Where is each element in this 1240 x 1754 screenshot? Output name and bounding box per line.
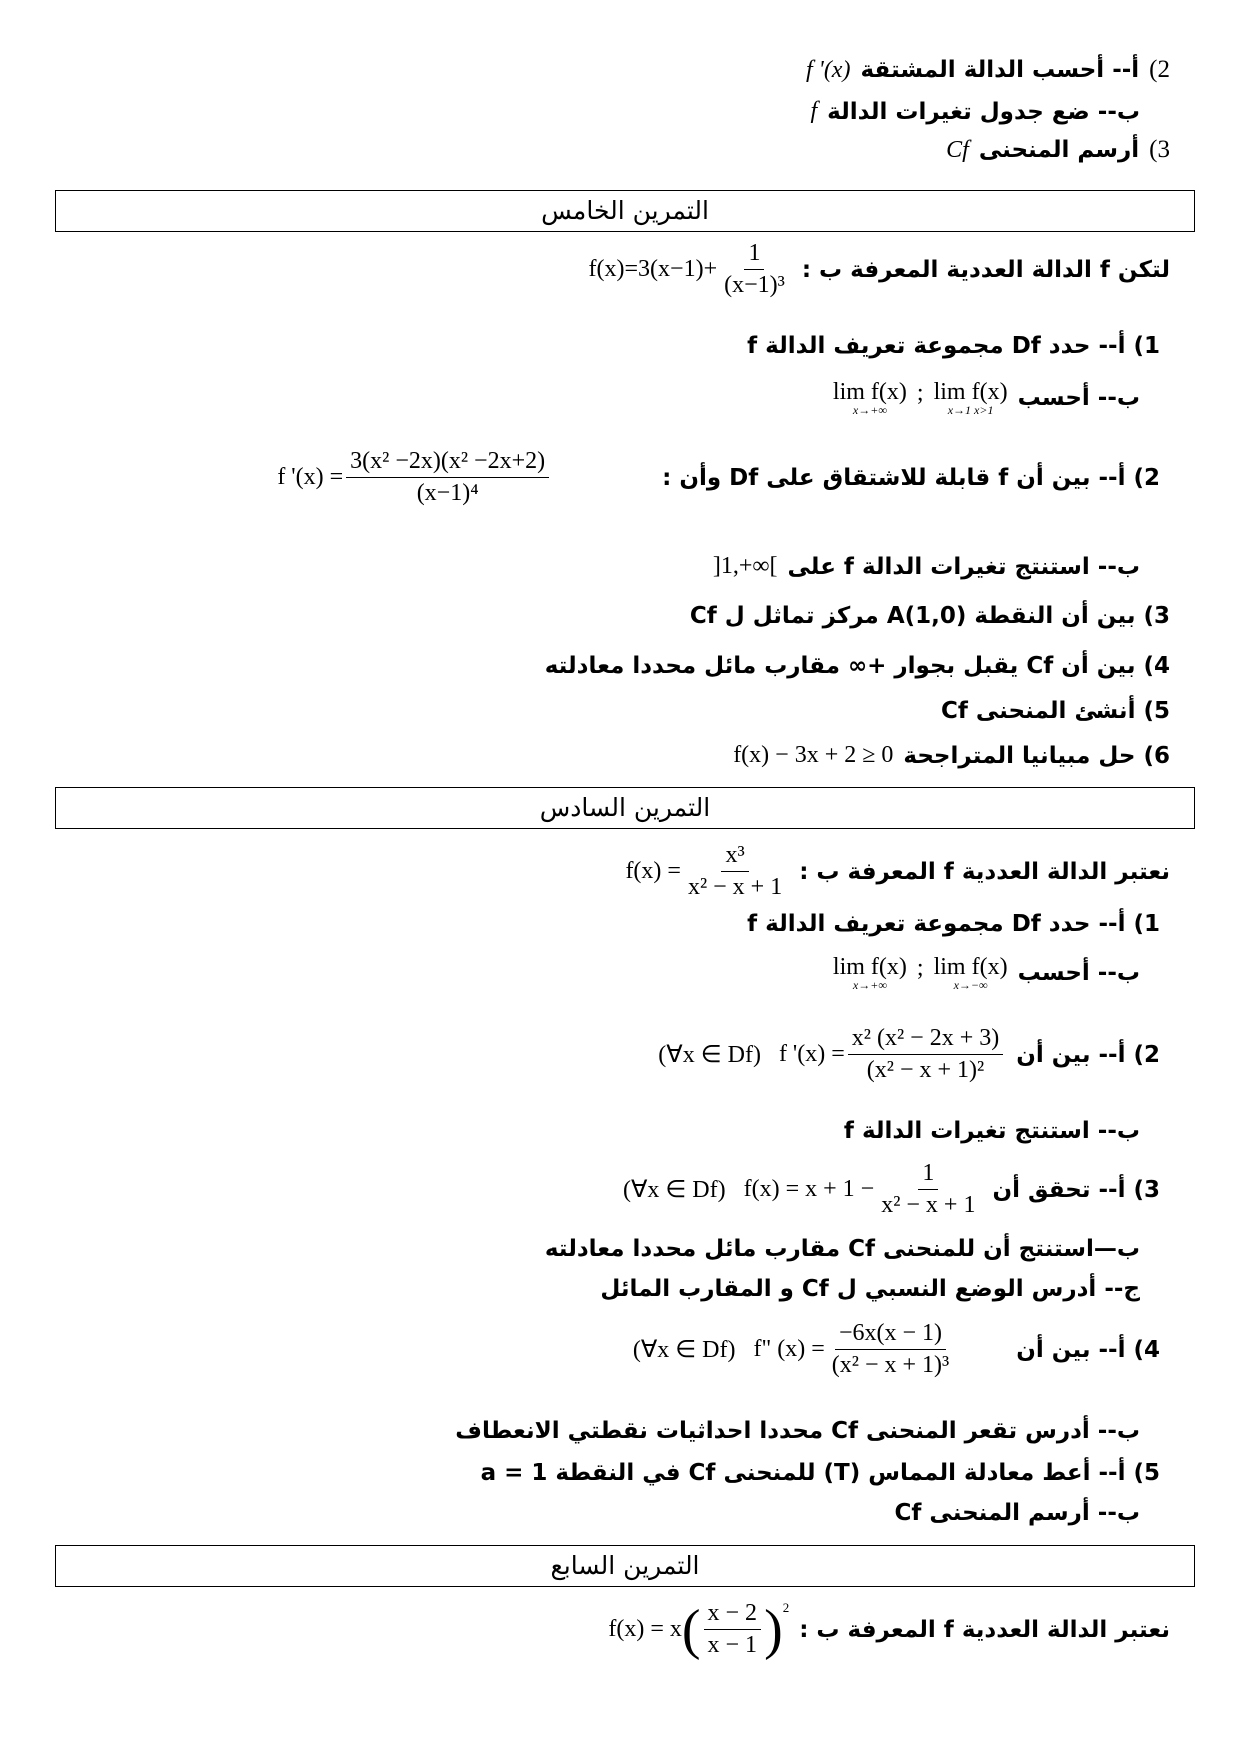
formula-lhs: f(x) = x	[608, 1616, 682, 1642]
limit-subscript: x→+∞	[852, 978, 887, 992]
denominator: (x² − x + 1)²	[866, 1057, 985, 1083]
fraction	[848, 1025, 1003, 1084]
limit-expression: lim f(x)	[832, 954, 907, 980]
limit-expression: lim f(x)	[933, 379, 1008, 405]
ex5-q2a	[277, 448, 1160, 507]
question-text: ج-- أدرس الوضع النسبي ل Cf و المقارب المائل	[600, 1276, 1140, 1302]
intro-text: نعتبر الدالة العددية f المعرفة ب :	[799, 1616, 1170, 1643]
ex5-q4	[545, 653, 1170, 679]
fraction	[684, 842, 786, 901]
ex6-q5a	[481, 1460, 1160, 1486]
limits: lim f(x) x→+∞ ; lim f(x) x→1 x>1	[832, 379, 1008, 417]
limit-subscript: x→1 x>1	[947, 403, 994, 417]
ex5-q3	[690, 603, 1170, 629]
denominator: x − 1	[707, 1632, 758, 1658]
identity-formula	[623, 1160, 983, 1219]
formula-lhs: f" (x) =	[753, 1336, 825, 1362]
question-text: ب-- أحسب	[1017, 385, 1140, 411]
ex5-q5	[941, 698, 1170, 724]
limit-2	[934, 955, 1008, 991]
question-text: 5) أنشئ المنحنى Cf	[940, 698, 1170, 724]
top-line-3	[946, 136, 1170, 164]
question-text: 6) حل مبيانيا المتراجحة	[903, 742, 1170, 769]
ex5-q6	[733, 742, 1170, 769]
fraction	[704, 1600, 762, 1659]
denominator: (x−1)³	[724, 272, 785, 298]
ex6-intro	[625, 842, 1170, 901]
limit-subscript: x→+∞	[852, 403, 887, 417]
function-definition	[589, 240, 792, 299]
ex6-q4b	[455, 1418, 1140, 1444]
numerator: x² (x² − 2x + 3)	[848, 1025, 1003, 1055]
ex6-q3b	[545, 1236, 1140, 1262]
question-text: 2) أ-- بين أن f قابلة للاشتقاق على Df وأن :	[662, 464, 1160, 491]
denominator: x² − x + 1	[881, 1192, 976, 1218]
math-expression: f '(x)	[806, 56, 851, 83]
fraction	[720, 240, 789, 299]
condition: (∀x ∈ Df)	[632, 1337, 736, 1363]
denominator: (x² − x + 1)³	[831, 1352, 950, 1378]
numerator: 3(x² −2x)(x² −2x+2)	[346, 448, 549, 478]
intro-text: نعتبر الدالة العددية f المعرفة ب :	[799, 858, 1170, 885]
question-text: 5) أ-- أعط معادلة المماس (T) للمنحنى Cf في النقطة a = 1	[480, 1460, 1160, 1486]
top-line-1	[806, 56, 1170, 84]
numerator: −6x(x − 1)	[835, 1320, 946, 1350]
formula-lhs: f(x) =	[625, 858, 681, 884]
question-text: أرسم المنحنى	[978, 137, 1140, 163]
question-text: 3) أ-- تحقق أن	[992, 1176, 1160, 1203]
limit-1	[833, 955, 907, 991]
question-text: ب-- استنتج تغيرات الدالة f	[843, 1118, 1140, 1144]
ex6-q2b	[844, 1118, 1140, 1144]
formula-lhs: f '(x) =	[778, 1041, 845, 1067]
question-text: أ-- أحسب الدالة المشتقة	[860, 57, 1140, 83]
exercise-title: التمرين الخامس	[541, 196, 709, 225]
denominator: x² − x + 1	[687, 874, 783, 900]
condition: (∀x ∈ Df)	[658, 1042, 761, 1068]
question-text: ب-- استنتج تغيرات الدالة f على	[787, 553, 1140, 580]
numerator: 1	[744, 240, 764, 270]
question-text: ب—استنتج أن للمنحنى Cf مقارب مائل محددا معادلته	[544, 1236, 1140, 1262]
ex5-q2b	[713, 553, 1140, 580]
question-text: 4) أ-- بين أن	[1016, 1336, 1160, 1363]
inequality: f(x) − 3x + 2 ≥ 0	[733, 742, 894, 768]
fraction	[828, 1320, 953, 1379]
limit-expression: lim f(x)	[832, 379, 907, 405]
function-definition	[625, 842, 789, 901]
numerator: x − 2	[704, 1600, 762, 1630]
ex6-q2a	[658, 1025, 1160, 1084]
question-text: ب-- أرسم المنحنى Cf	[894, 1500, 1140, 1526]
function-definition: f(x) = x ( $\frac{x - 2}{x - 1}$ ) $^2$	[608, 1598, 790, 1661]
ex6-q3a	[623, 1160, 1160, 1219]
fraction	[346, 448, 549, 507]
question-text: 1) أ-- حدد Df مجموعة تعريف الدالة f	[747, 333, 1160, 359]
question-text: 1) أ-- حدد Df مجموعة تعريف الدالة f	[747, 911, 1160, 937]
exercise-title: التمرين السادس	[539, 793, 711, 822]
limit-expression: lim f(x)	[933, 954, 1008, 980]
exercise-5-header	[55, 190, 1195, 232]
exercise-6-header	[55, 787, 1195, 829]
limits: lim f(x) x→+∞ ; lim f(x) x→−∞	[832, 954, 1008, 992]
ex6-q1b	[833, 955, 1140, 991]
limit-2	[934, 380, 1008, 416]
denominator: (x−1)⁴	[416, 480, 479, 506]
exercise-title: التمرين السابع	[550, 1551, 700, 1580]
condition: (∀x ∈ Df)	[622, 1177, 726, 1203]
numerator: 1	[918, 1160, 938, 1190]
second-derivative-formula	[633, 1320, 956, 1379]
math-expression: f	[810, 98, 818, 124]
fraction	[877, 1160, 979, 1219]
question-text: 3) بين أن النقطة A(1,0) مركز تماثل ل Cf	[689, 603, 1170, 629]
question-text: ب-- أدرس تقعر المنحنى Cf محددا احداثيات نقطتي الانعطاف	[455, 1418, 1140, 1444]
formula-left: f(x)=3(x−1)+	[588, 256, 718, 282]
formula-lhs: f(x) = x + 1 −	[743, 1176, 875, 1202]
limit-1	[833, 380, 907, 416]
limit-subscript: x→−∞	[953, 978, 988, 992]
question-text: 4) بين أن Cf يقبل بجوار +∞ مقارب مائل محددا معادلته	[544, 653, 1170, 679]
derivative-formula	[277, 448, 552, 507]
ex5-q1b	[833, 380, 1140, 416]
exponent: 2	[782, 1600, 790, 1615]
top-line-2	[810, 98, 1140, 125]
formula-lhs: f '(x) =	[277, 464, 344, 490]
exercise-7-header	[55, 1545, 1195, 1587]
question-number: 2)	[1149, 56, 1170, 83]
math-expression: Cf	[946, 136, 969, 163]
ex5-q1a	[747, 333, 1160, 359]
question-text: 2) أ-- بين أن	[1016, 1041, 1160, 1068]
ex7-intro	[608, 1600, 1170, 1659]
ex6-q5b	[895, 1500, 1140, 1526]
ex5-intro	[589, 240, 1170, 299]
question-number: 3)	[1149, 136, 1170, 163]
ex6-q4a	[633, 1320, 1160, 1379]
question-text: ب-- أحسب	[1017, 960, 1140, 986]
derivative-formula	[658, 1025, 1006, 1084]
question-text: ب-- ضع جدول تغيرات الدالة	[827, 98, 1140, 125]
interval: ]1,+∞[	[712, 553, 778, 579]
ex6-q3c	[600, 1276, 1140, 1302]
intro-text: لتكن f الدالة العددية المعرفة ب :	[801, 256, 1170, 283]
numerator: x³	[721, 842, 748, 872]
ex6-q1a	[747, 911, 1160, 937]
